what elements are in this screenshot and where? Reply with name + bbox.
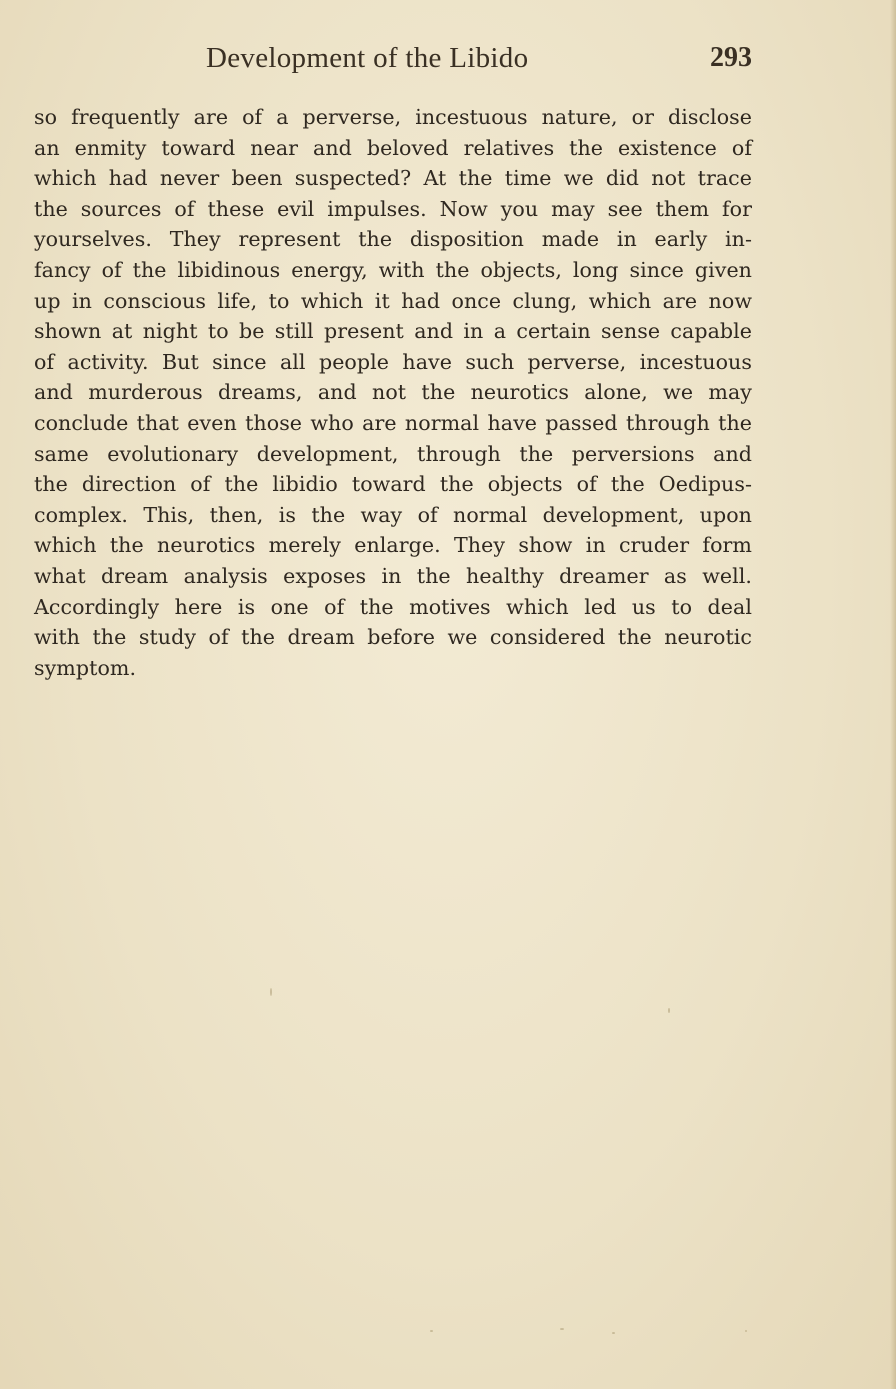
text-line: the direction of the libidio toward the objects of the Oedipus-	[34, 472, 752, 497]
text-line: up in conscious life, to which it had once clung, which are now	[34, 288, 752, 313]
text-line: which had never been suspected? At the time we did not trace	[34, 166, 752, 191]
paper-speck	[612, 1332, 615, 1334]
paper-speck	[270, 988, 272, 996]
text-line: with the study of the dream before we considered the neurotic	[34, 625, 752, 650]
text-line: what dream analysis exposes in the healthy dreamer as well.	[34, 563, 752, 588]
text-line: so frequently are of a perverse, incestuous nature, or disclose	[34, 105, 752, 129]
running-title: Development of the Libido	[206, 42, 529, 74]
page-number: 293	[710, 42, 752, 73]
text-line: yourselves. They represent the disposition made in early in-	[34, 227, 752, 252]
paper-speck	[430, 1330, 433, 1332]
text-line: conclude that even those who are normal have passed through the	[34, 410, 752, 435]
paper-speck	[745, 1330, 747, 1332]
text-line: symptom.	[34, 655, 137, 680]
text-line: Accordingly here is one of the motives which led us to deal	[34, 594, 752, 619]
text-line: shown at night to be still present and in a certain sense capable	[34, 319, 752, 344]
text-line: same evolutionary development, through the perversions and	[34, 441, 752, 466]
text-line: of activity. But since all people have such perverse, incestuous	[34, 349, 752, 374]
running-head	[34, 42, 752, 82]
text-line: fancy of the libidinous energy, with the objects, long since given	[34, 257, 752, 282]
text-line: the sources of these evil impulses. Now you may see them for	[34, 196, 752, 221]
paper-speck	[668, 1008, 670, 1013]
paper-speck	[560, 1328, 564, 1330]
text-line: which the neurotics merely enlarge. They show in cruder form	[34, 533, 752, 558]
text-line: an enmity toward near and beloved relatives the existence of	[34, 135, 752, 160]
text-line: complex. This, then, is the way of normal development, upon	[34, 502, 752, 527]
body-paragraph	[34, 102, 752, 683]
text-line: and murderous dreams, and not the neurotics alone, we may	[34, 380, 752, 405]
